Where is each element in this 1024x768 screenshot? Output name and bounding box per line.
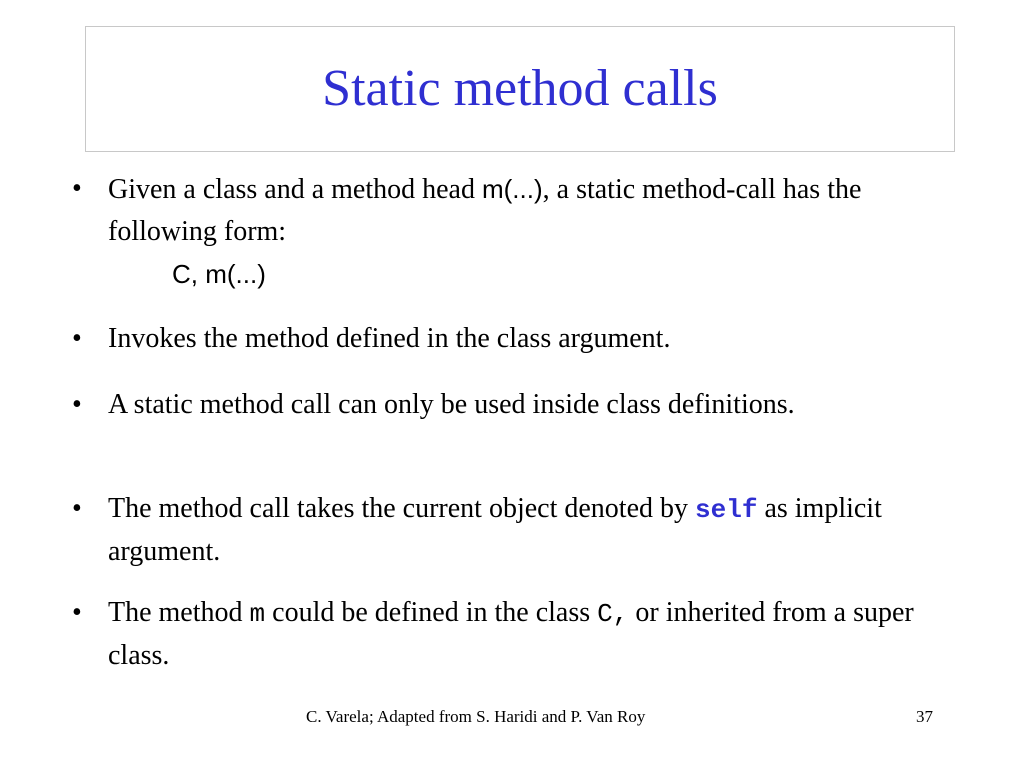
footer-credit: C. Varela; Adapted from S. Haridi and P. Van Roy [306, 707, 646, 726]
bullet-text: A static method call can only be used inside class definitions. [108, 389, 795, 420]
code-method-head: m(...) [481, 174, 543, 204]
bullet-item [64, 488, 964, 592]
bullet-text: Given a class and a method head [108, 174, 482, 205]
bullet-text: could be defined in the class [265, 597, 598, 628]
bullet-item [64, 384, 964, 488]
bullet-text: The method call takes the current object denoted by [108, 493, 696, 524]
bullet-list [64, 168, 964, 696]
bullet-text: Invokes the method defined in the class argument. [108, 323, 671, 354]
page-number: 37 [916, 707, 933, 726]
bullet-item [64, 592, 964, 696]
bullet-dot: • [72, 389, 82, 420]
bullet-dot: • [72, 493, 82, 524]
bullet-text: as implicit argument. [108, 493, 882, 567]
bullet-item [64, 168, 964, 318]
code-example: C, m(...) [172, 259, 266, 289]
bullet-item [64, 318, 964, 384]
keyword-self: self [695, 495, 758, 525]
bullet-dot: • [72, 173, 82, 204]
code-class-name: C, [597, 599, 629, 629]
bullet-text: The method [108, 597, 250, 628]
title-box [85, 26, 955, 152]
bullet-dot: • [72, 323, 82, 354]
slide-title: Static method calls [322, 60, 718, 117]
bullet-dot: • [72, 597, 82, 628]
bullet-text: or inherited from a super class. [108, 597, 914, 671]
bullet-text: , a static method-call has the following form: [108, 174, 862, 247]
code-method-name: m [249, 599, 266, 629]
